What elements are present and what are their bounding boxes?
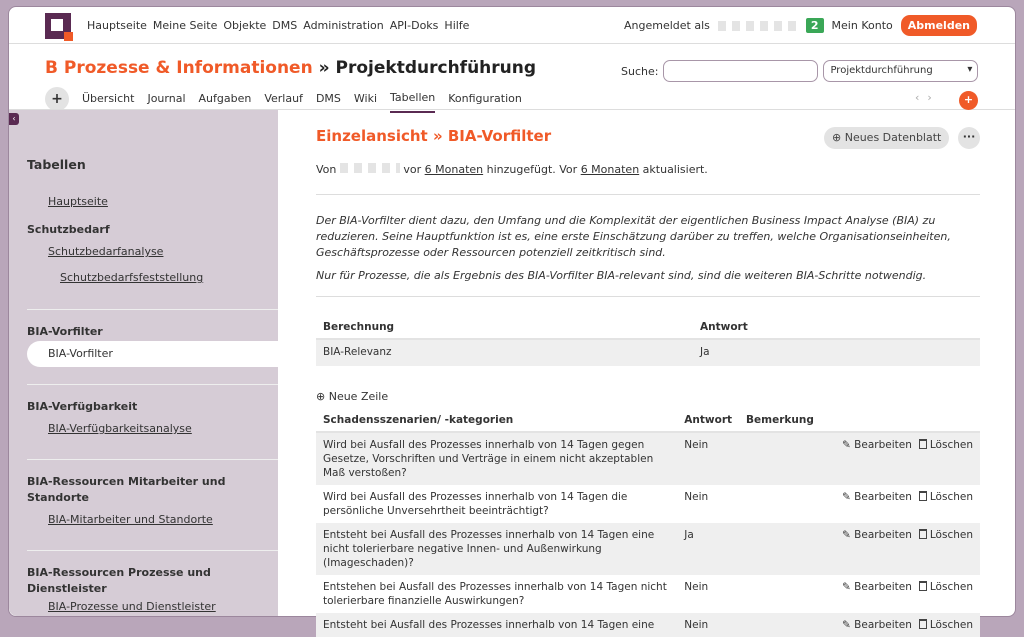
description-paragraph: Der BIA-Vorfilter dient dazu, den Umfang und die Komplexität der eigentlichen Business Impact Analyse (BIA) zu reduzieren. Seine Hauptfunktion ist es, eine erste Einschätzung darüber zu treffen, welche Organisationseinheiten, Geschäftsprozesse oder Ressourcen potenziell zeitkritisch sind.	[316, 214, 951, 259]
edit-label: Bearbeiten	[854, 491, 912, 503]
updated-time-link[interactable]: 6 Monaten	[580, 163, 640, 176]
edit-label: Bearbeiten	[854, 529, 912, 541]
search-label: Suche:	[621, 64, 659, 78]
collapse-sidebar-icon[interactable]: ‹	[9, 113, 19, 125]
meta-end: aktualisiert.	[642, 163, 708, 176]
sidebar-item-hauptseite[interactable]: Hauptseite	[48, 195, 108, 208]
column-header: Schadensszenarien/ -kategorien	[316, 408, 677, 432]
delete-button[interactable]	[919, 491, 973, 503]
answer: Nein	[677, 432, 739, 485]
edit-button[interactable]	[842, 439, 912, 451]
trash-icon	[919, 439, 927, 449]
sidebar	[9, 110, 278, 616]
divider	[316, 296, 980, 297]
logo[interactable]	[45, 13, 71, 39]
plus-circle-icon: ⊕	[316, 390, 326, 403]
scenario-table	[316, 408, 980, 637]
my-account-link[interactable]: Mein Konto	[831, 19, 893, 32]
table-row	[316, 432, 980, 485]
delete-button[interactable]	[919, 619, 973, 631]
new-row-label: Neue Zeile	[328, 390, 389, 403]
tab-wiki[interactable]: Wiki	[353, 92, 378, 105]
description	[316, 213, 980, 291]
page-title	[45, 58, 536, 78]
table-row	[316, 485, 980, 523]
tab-journal[interactable]: Journal	[147, 92, 186, 105]
sidebar-item-bia-prozesse[interactable]: BIA-Prozesse und Dienstleister	[48, 600, 216, 613]
created-time-link[interactable]: 6 Monaten	[424, 163, 484, 176]
sidebar-item-bia-verfuegbarkeitsanalyse[interactable]: BIA-Verfügbarkeitsanalyse	[48, 422, 192, 435]
more-options-button[interactable]: ···	[958, 127, 980, 149]
pencil-icon: ✎	[842, 491, 851, 503]
search-area	[621, 60, 978, 82]
delete-button[interactable]	[919, 439, 973, 451]
sidebar-item-bia-mitarbeiter[interactable]: BIA-Mitarbeiter und Standorte	[48, 513, 213, 526]
sidebar-group-schutzbedarf: Schutzbedarf	[27, 223, 110, 236]
scenario-question: Entsteht bei Ausfall des Prozesses innerhalb von 14 Tagen eine nicht tolerierbare negative Innen- und Außenwirkung (Imageschaden)?	[316, 523, 677, 575]
remark	[739, 523, 821, 575]
main-menu	[87, 19, 469, 32]
edit-label: Bearbeiten	[854, 439, 912, 451]
pencil-icon: ✎	[842, 619, 851, 631]
remark	[739, 613, 821, 637]
breadcrumb-separator: »	[318, 58, 330, 78]
logout-button[interactable]: Abmelden	[901, 15, 977, 36]
logged-in-label: Angemeldet als	[624, 19, 710, 32]
remark	[739, 575, 821, 613]
description-note: Nur für Prozesse, die als Ergebnis des BIA-Vorfilter BIA-relevant sind, sind die weiteren BIA-Schritte notwendig.	[316, 269, 927, 282]
trash-icon	[919, 491, 927, 501]
scenario-question: Entsteht bei Ausfall des Prozesses innerhalb von 14 Tagen eine	[316, 613, 677, 637]
new-datasheet-label: Neues Datenblatt	[844, 131, 942, 144]
delete-label: Löschen	[929, 491, 973, 503]
nav-hauptseite[interactable]: Hauptseite	[87, 19, 147, 32]
user-area	[624, 15, 977, 36]
nav-api-doks[interactable]: API-Doks	[389, 19, 439, 32]
pencil-icon: ✎	[842, 581, 851, 593]
pencil-icon: ✎	[842, 439, 851, 451]
edit-label: Bearbeiten	[854, 581, 912, 593]
edit-button[interactable]	[842, 529, 912, 541]
tab-konfiguration[interactable]: Konfiguration	[448, 92, 522, 105]
answer: Nein	[684, 581, 709, 593]
pencil-icon: ✎	[842, 529, 851, 541]
cell: BIA-Relevanz	[316, 339, 693, 366]
delete-button[interactable]	[919, 581, 973, 593]
divider	[27, 550, 278, 551]
delete-label: Löschen	[929, 619, 973, 631]
meta-info	[316, 163, 708, 176]
divider	[27, 459, 278, 460]
create-plus-button[interactable]: +	[959, 91, 978, 110]
divider	[316, 194, 980, 195]
table-row	[316, 613, 980, 637]
delete-label: Löschen	[929, 581, 973, 593]
breadcrumb-current: Projektdurchführung	[335, 58, 537, 78]
tab-scroll-arrows-icon[interactable]: ‹›	[915, 91, 940, 104]
sidebar-item-bia-vorfilter[interactable]: BIA-Vorfilter	[48, 347, 113, 360]
table-row	[316, 339, 980, 366]
view-title: Einzelansicht » BIA-Vorfilter	[316, 127, 552, 145]
sidebar-group-bia-ressourcen-mitarbeiter: BIA-Ressourcen Mitarbeiter und Standorte	[27, 475, 226, 504]
edit-button[interactable]	[842, 581, 912, 593]
edit-label: Bearbeiten	[854, 619, 912, 631]
meta-von: Von	[316, 163, 337, 176]
search-scope-select[interactable]: Projektdurchführung ▾	[823, 60, 978, 82]
nav-dms[interactable]: DMS	[272, 19, 298, 32]
sidebar-item-schutzbedarfanalyse[interactable]: Schutzbedarfanalyse	[48, 245, 164, 258]
calculation-table	[316, 315, 980, 366]
table-row	[316, 523, 980, 575]
remark	[739, 432, 821, 485]
delete-label: Löschen	[929, 529, 973, 541]
sidebar-item-schutzbedarfsfeststellung[interactable]: Schutzbedarfsfeststellung	[60, 271, 204, 284]
answer: Nein	[684, 491, 709, 503]
table-row	[316, 575, 980, 613]
add-button[interactable]: +	[45, 87, 69, 111]
answer: Ja	[677, 523, 739, 575]
search-input[interactable]	[663, 60, 818, 82]
new-row-button[interactable]	[316, 390, 388, 403]
edit-button[interactable]	[842, 619, 912, 631]
redacted-username	[718, 21, 798, 31]
trash-icon	[919, 581, 927, 591]
remark	[739, 485, 821, 523]
breadcrumb-parent[interactable]: B Prozesse & Informationen	[45, 58, 313, 78]
delete-button[interactable]	[919, 529, 973, 541]
meta-mid: hinzugefügt. Vor	[486, 163, 578, 176]
tab-dms[interactable]: DMS	[315, 92, 341, 105]
column-header: Bemerkung	[739, 408, 821, 432]
tab-tabellen[interactable]: Tabellen	[390, 85, 435, 113]
nav-administration[interactable]: Administration	[303, 19, 384, 32]
top-navigation	[9, 7, 1015, 44]
sidebar-group-bia-ressourcen-prozesse: BIA-Ressourcen Prozesse und Dienstleister	[27, 566, 211, 595]
divider	[27, 309, 278, 310]
scenario-question: Wird bei Ausfall des Prozesses innerhalb von 14 Tagen gegen Gesetze, Vorschriften und Verträge in einem nicht akzeptablen Maß verstoßen?	[316, 432, 677, 485]
nav-objekte[interactable]: Objekte	[223, 19, 267, 32]
nav-hilfe[interactable]: Hilfe	[444, 19, 470, 32]
trash-icon	[919, 619, 927, 629]
column-header: Antwort	[677, 408, 739, 432]
delete-label: Löschen	[929, 439, 973, 451]
actions-header	[821, 408, 980, 432]
meta-vor: vor	[403, 163, 422, 176]
answer: Nein	[677, 613, 739, 637]
plus-circle-icon: ⊕	[832, 131, 842, 144]
new-datasheet-button[interactable]	[824, 127, 949, 149]
sidebar-group-bia-verfuegbarkeit: BIA-Verfügbarkeit	[27, 400, 138, 413]
divider	[27, 384, 278, 385]
sidebar-group-bia-vorfilter: BIA-Vorfilter	[27, 325, 103, 338]
trash-icon	[919, 529, 927, 539]
scenario-question: Entstehen bei Ausfall des Prozesses innerhalb von 14 Tagen nicht tolerierbare finanzielle Auswirkungen?	[323, 581, 667, 607]
sidebar-title: Tabellen	[27, 157, 86, 172]
tab-aufgaben[interactable]: Aufgaben	[198, 92, 252, 105]
tab-verlauf[interactable]: Verlauf	[264, 92, 303, 105]
column-header: Berechnung	[316, 315, 693, 339]
notification-badge[interactable]: 2	[806, 18, 824, 33]
tab-uebersicht[interactable]: Übersicht	[82, 92, 135, 105]
nav-meine-seite[interactable]: Meine Seite	[152, 19, 218, 32]
scenario-question: Wird bei Ausfall des Prozesses innerhalb von 14 Tagen die persönliche Unversehrtheit beeinträchtigt?	[323, 491, 628, 517]
app-window	[8, 6, 1016, 631]
edit-button[interactable]	[842, 491, 912, 503]
redacted-author	[340, 163, 400, 173]
column-header: Antwort	[693, 315, 980, 339]
cell: Ja	[693, 339, 980, 366]
